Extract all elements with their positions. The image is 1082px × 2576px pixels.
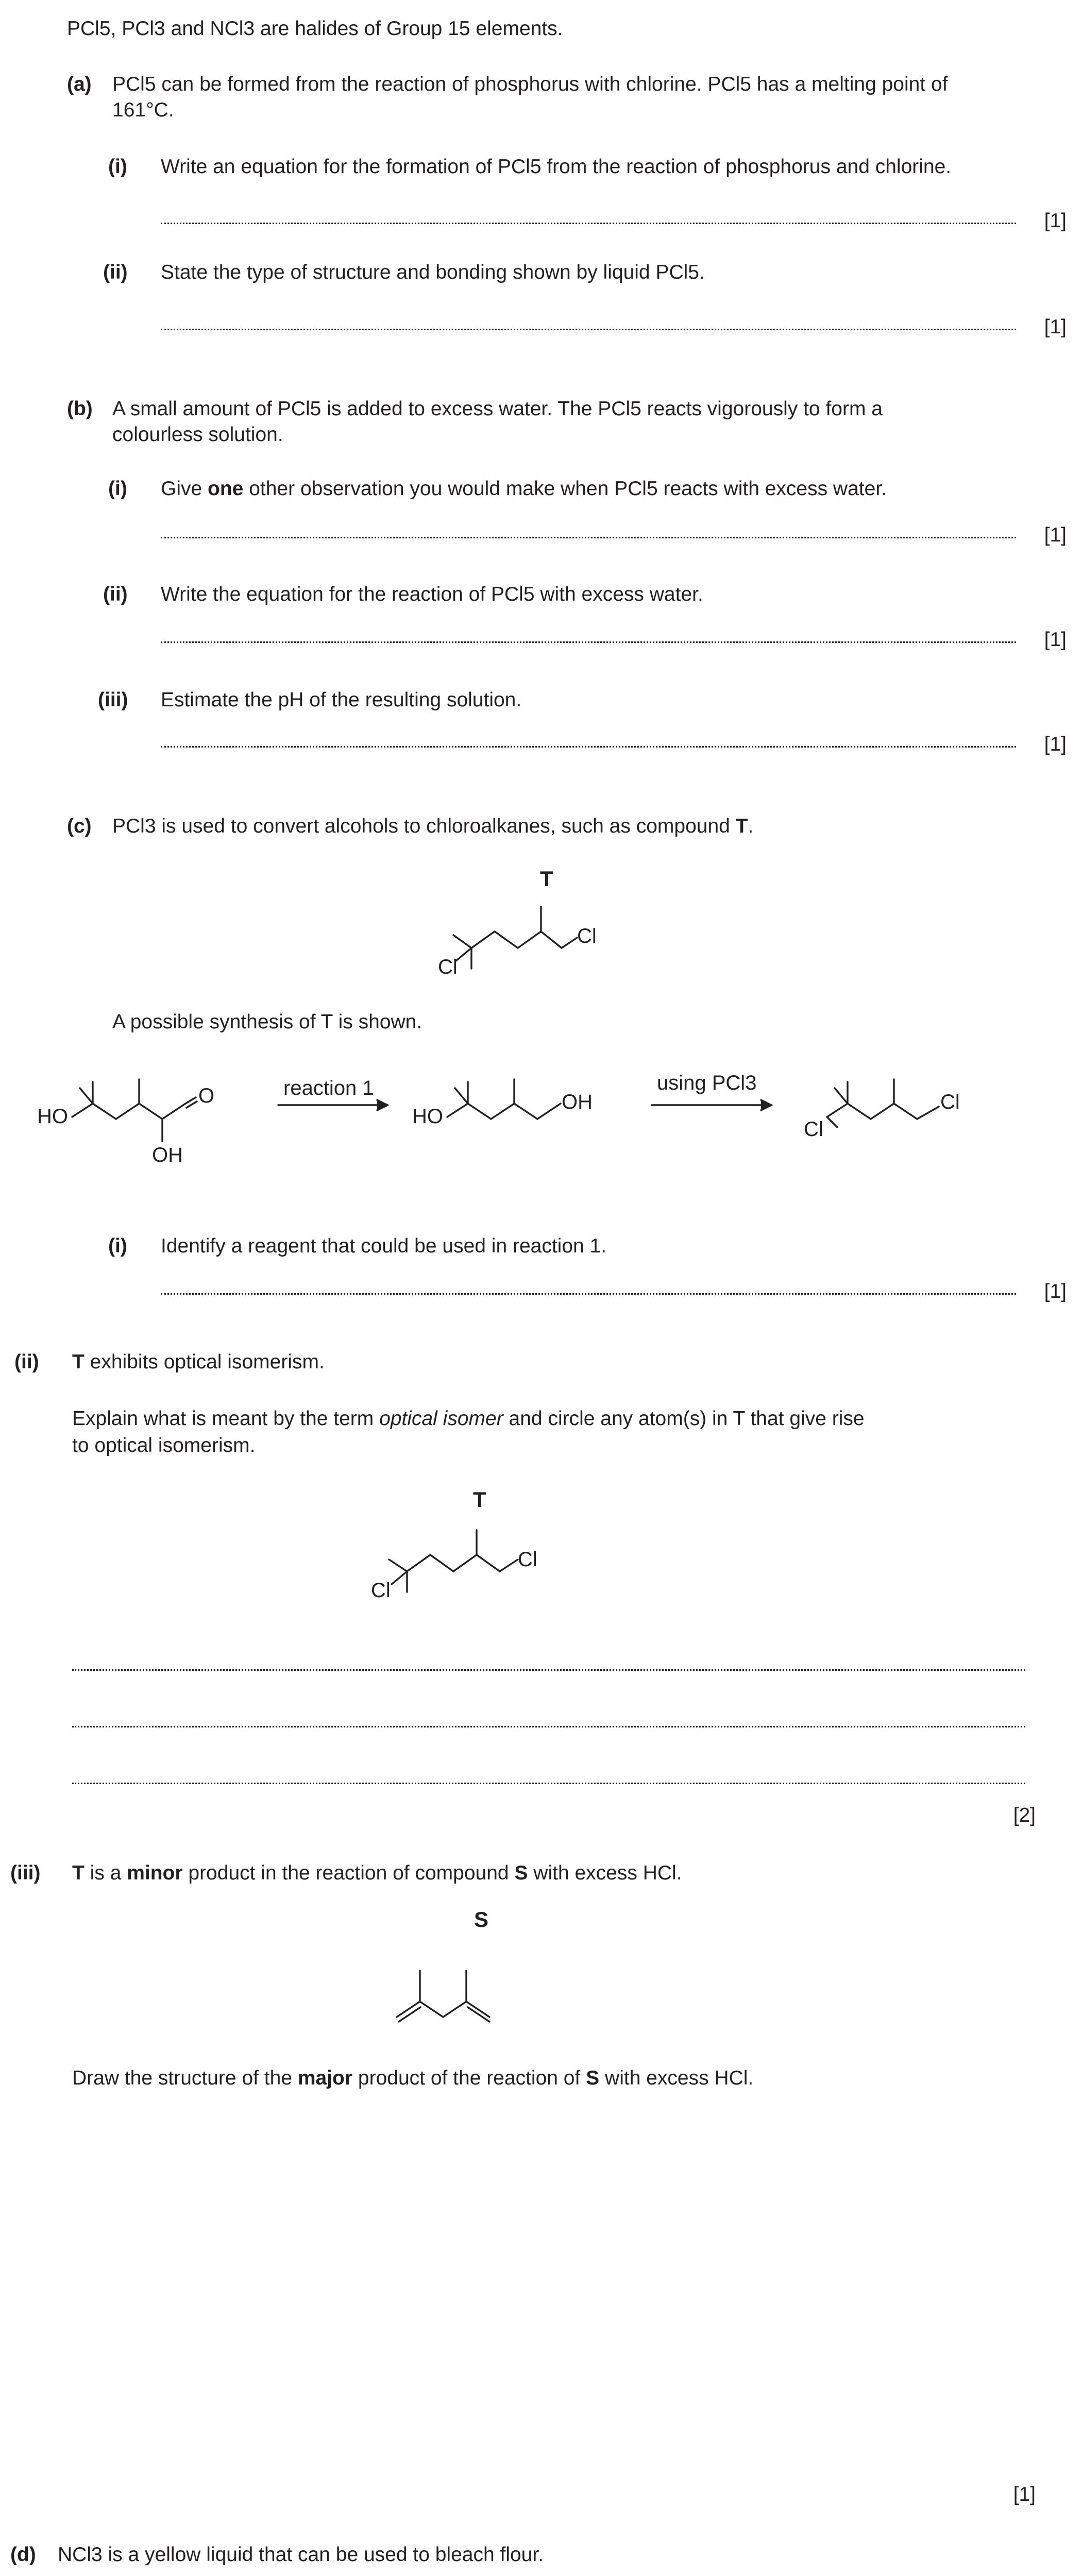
part-c-iii-line1: T is a minor product in the reaction of compound S with excess HCl. [72, 1862, 682, 1884]
compound-s-structure [381, 1906, 577, 2035]
chlorine-atom: Cl [371, 1579, 391, 1602]
hydroxyl-group: HO [37, 1105, 68, 1128]
reaction-1-label: reaction 1 [283, 1077, 374, 1099]
part-b-i-label: (i) [108, 478, 127, 500]
part-b-iii-mark: [1] [1044, 733, 1067, 755]
part-a-i-text: Write an equation for the formation of PCl5 from the reaction of phosphorus and chlorine. [161, 156, 952, 178]
compound-s-label: S [474, 1907, 489, 1931]
drawing-area[interactable] [72, 2107, 1030, 2458]
part-a-ii-label: (ii) [103, 261, 128, 283]
chlorine-atom: Cl [804, 1118, 823, 1141]
compound-t-label: T [473, 1487, 486, 1512]
part-d-stem: NCl3 is a yellow liquid that can be used to bleach flour. [58, 2544, 544, 2566]
answer-line[interactable] [161, 1293, 1016, 1295]
answer-line[interactable] [72, 1783, 1025, 1784]
oxygen-atom: O [198, 1084, 215, 1107]
part-c-stem: PCl3 is used to convert alcohols to chloroalkanes, such as compound T. [112, 815, 754, 837]
part-a-i-label: (i) [108, 156, 127, 178]
answer-line[interactable] [161, 223, 1016, 224]
part-b-ii-text: Write the equation for the reaction of PCl5 with excess water. [161, 583, 703, 605]
synthesis-scheme [31, 1046, 1061, 1180]
part-c-ii-label: (ii) [14, 1351, 39, 1373]
compound-t-structure [412, 866, 618, 984]
hydroxyl-group: HO [412, 1105, 443, 1128]
synthesis-text: A possible synthesis of T is shown. [112, 1011, 422, 1033]
part-a-i-mark: [1] [1044, 210, 1067, 232]
part-b-iii-text: Estimate the pH of the resulting solution. [161, 689, 522, 711]
answer-line[interactable] [161, 329, 1016, 330]
part-c-ii-mark: [2] [1013, 1804, 1036, 1826]
part-b-iii-label: (iii) [98, 689, 128, 711]
part-a-label: (a) [67, 73, 92, 95]
part-c-ii-line3: to optical isomerism. [72, 1434, 256, 1456]
part-b-i-text: Give one other observation you would make when PCl5 reacts with excess water. [161, 478, 887, 500]
part-c-label: (c) [67, 815, 92, 837]
part-c-iii-label: (iii) [10, 1862, 41, 1884]
chlorine-atom: Cl [577, 925, 597, 947]
part-a-stem-line2: 161°C. [112, 99, 174, 121]
part-b-ii-mark: [1] [1044, 629, 1067, 651]
part-c-i-text: Identify a reagent that could be used in reaction 1. [161, 1235, 607, 1257]
part-b-i-mark: [1] [1044, 524, 1067, 546]
answer-line[interactable] [72, 1669, 1025, 1671]
part-d-label: (d) [10, 2544, 36, 2566]
part-b-label: (b) [67, 398, 93, 420]
part-b-stem-line2: colourless solution. [112, 423, 283, 446]
reaction-2-label: using PCl3 [657, 1072, 757, 1094]
chlorine-atom: Cl [940, 1091, 960, 1113]
part-a-stem-line1: PCl5 can be formed from the reaction of phosphorus with chlorine. PCl5 has a melting point of [112, 73, 948, 95]
hydroxyl-group: OH [152, 1144, 183, 1166]
part-c-ii-line1: T exhibits optical isomerism. [72, 1351, 325, 1373]
part-c-i-label: (i) [108, 1235, 127, 1257]
part-c-ii-line2: Explain what is meant by the term optical isomer and circle any atom(s) in T that give rise [72, 1408, 865, 1430]
part-c-iii-line2: Draw the structure of the major product of the reaction of S with excess HCl. [72, 2067, 754, 2089]
part-b-ii-label: (ii) [103, 583, 128, 605]
chlorine-atom: Cl [438, 956, 458, 978]
intro-text: PCl5, PCl3 and NCl3 are halides of Group 15 elements. [67, 18, 563, 40]
chlorine-atom: Cl [518, 1548, 537, 1571]
part-a-ii-mark: [1] [1044, 316, 1067, 338]
part-c-iii-mark: [1] [1013, 2483, 1036, 2505]
answer-line[interactable] [72, 1726, 1025, 1727]
part-c-i-mark: [1] [1044, 1280, 1067, 1302]
part-b-stem-line1: A small amount of PCl5 is added to excess water. The PCl5 reacts vigorously to form a [112, 398, 883, 420]
hydroxyl-group: OH [562, 1091, 593, 1113]
answer-line[interactable] [161, 537, 1016, 538]
compound-t-label: T [540, 867, 553, 891]
compound-t-structure[interactable] [361, 1484, 567, 1607]
part-a-ii-text: State the type of structure and bonding shown by liquid PCl5. [161, 261, 705, 283]
answer-line[interactable] [161, 746, 1016, 748]
answer-line[interactable] [161, 641, 1016, 643]
